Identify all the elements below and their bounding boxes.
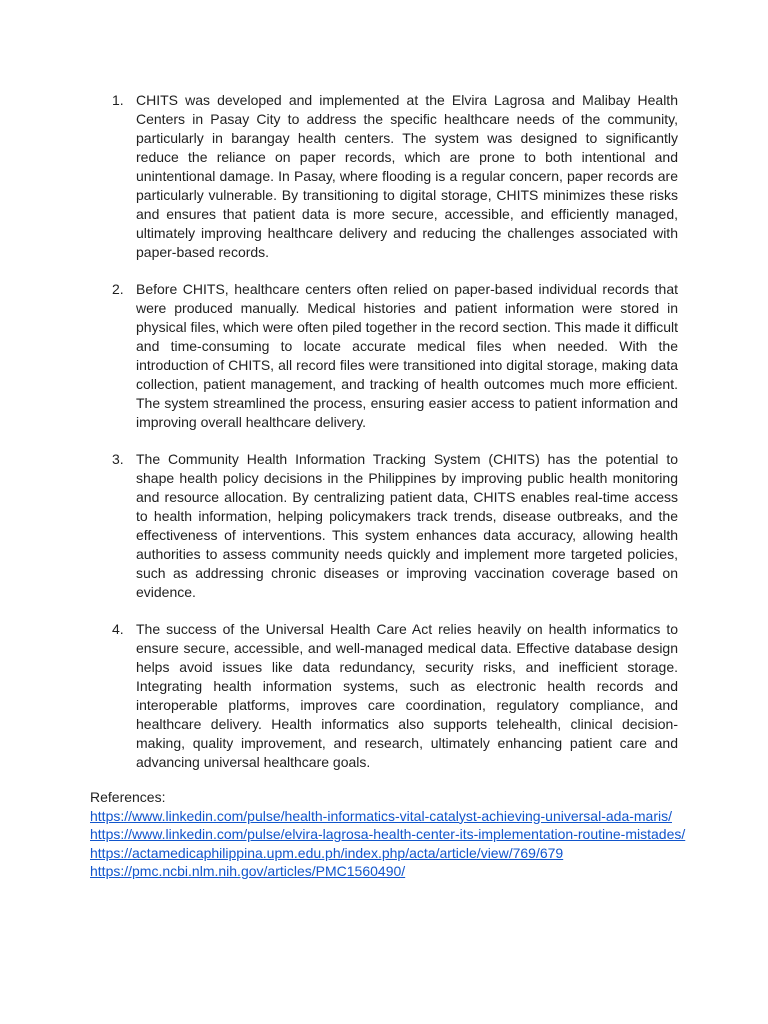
reference-link-3[interactable]: https://actamedicaphilippina.upm.edu.ph/index.php/acta/article/view/769/679 bbox=[90, 844, 564, 861]
list-item bbox=[90, 280, 678, 432]
references-heading: References: bbox=[90, 789, 166, 805]
list-item-text: The success of the Universal Health Care Act relies heavily on health informatics to ensure secure, accessible, and well-managed medical data. Effective database design helps avoid issues like data redundancy, security risks, and inefficient storage. Integrating health information systems, such as electronic health records and interoperable platforms, improves care coordination, regulatory compliance, and healthcare delivery. Health informatics also supports telehealth, clinical decision-making, quality improvement, and research, ultimately enhancing patient care and advancing universal healthcare goals. bbox=[136, 621, 678, 770]
list-item-number: 4. bbox=[112, 621, 124, 637]
list-item-number: 1. bbox=[112, 92, 124, 108]
list-item-number: 2. bbox=[112, 281, 124, 297]
list-item-text: Before CHITS, healthcare centers often relied on paper-based individual records that were produced manually. Medical histories and patient information were stored in physical files, which were often piled together in the record section. This made it difficult and time-consuming to locate accurate medical files when needed. With the introduction of CHITS, all record files were transitioned into digital storage, making data collection, patient management, and tracking of health outcomes much more efficient. The system streamlined the process, ensuring easier access to patient information and improving overall healthcare delivery. bbox=[136, 281, 678, 430]
list-item-text: CHITS was developed and implemented at the Elvira Lagrosa and Malibay Health Centers in Pasay City to address the specific healthcare needs of the community, particularly in barangay health centers. The system was designed to significantly reduce the reliance on paper records, which are prone to both intentional and unintentional damage. In Pasay, where flooding is a regular concern, paper records are particularly vulnerable. By transitioning to digital storage, CHITS minimizes these risks and ensures that patient data is more secure, accessible, and efficiently managed, ultimately improving healthcare delivery and reducing the challenges associated with paper-based records. bbox=[136, 92, 678, 260]
list-item-number: 3. bbox=[112, 451, 124, 467]
reference-link-1[interactable]: https://www.linkedin.com/pulse/health-informatics-vital-catalyst-achieving-universal-ada-maris/ bbox=[90, 807, 672, 824]
list-item bbox=[90, 620, 678, 772]
references-section bbox=[90, 788, 690, 881]
reference-link-4[interactable]: https://pmc.ncbi.nlm.nih.gov/articles/PMC1560490/ bbox=[90, 863, 406, 879]
list-item-text: The Community Health Information Tracking System (CHITS) has the potential to shape health policy decisions in the Philippines by improving public health monitoring and resource allocation. By centralizing patient data, CHITS enables real-time access to health information, helping policymakers track trends, disease outbreaks, and the effectiveness of interventions. This system enhances data accuracy, allowing health authorities to assess community needs quickly and implement more targeted policies, such as addressing chronic diseases or improving vaccination coverage based on evidence. bbox=[136, 451, 678, 600]
reference-link-2[interactable]: https://www.linkedin.com/pulse/elvira-lagrosa-health-center-its-implementation-routine-mistades/ bbox=[90, 826, 686, 842]
list-item bbox=[90, 450, 678, 602]
list-item bbox=[90, 91, 678, 262]
numbered-list bbox=[90, 91, 678, 790]
